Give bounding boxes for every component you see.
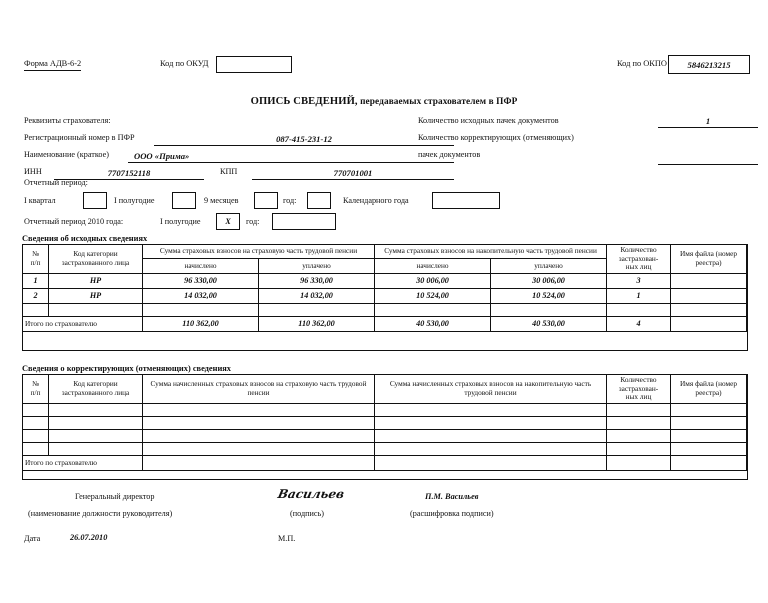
- year-checkbox[interactable]: [307, 192, 331, 209]
- table1-th-funded: Сумма страховых взносов на накопительную часть трудовой пенсии: [375, 245, 607, 259]
- q1-checkbox[interactable]: [83, 192, 107, 209]
- packs-block: [418, 114, 758, 165]
- t2-r3-filename: [671, 442, 747, 455]
- t2-total-funded: [375, 455, 607, 470]
- requisites-caption-row: [24, 114, 454, 131]
- reg-number-value: 087-415-231-12: [276, 134, 332, 144]
- signatory-name: П.М. Васильев: [425, 492, 479, 501]
- table1-th-insurance: Сумма страховых взносов на страховую часть трудовой пенсии: [143, 245, 375, 259]
- requisites-block: [24, 114, 454, 182]
- t2-total-insurance: [143, 455, 375, 470]
- reporting-period-block: [24, 178, 544, 234]
- kpp-label: КПП: [220, 167, 238, 176]
- table1-th-fund-accrued: начислено: [375, 259, 491, 273]
- period-2010-h1-value: X: [225, 217, 231, 226]
- correct-packs-label-1: Количество корректирующих (отменяющих): [418, 133, 574, 142]
- t1-r1-count: 1: [607, 288, 671, 303]
- t1-r2-num: [23, 303, 49, 316]
- t2-r0-funded: [375, 403, 607, 416]
- table1-th-num: № п/п: [23, 245, 49, 274]
- stamp-placeholder: М.П.: [278, 534, 296, 543]
- t2-r0-filename: [671, 403, 747, 416]
- table1-caption: Сведения об исходных сведениях: [22, 234, 148, 243]
- requisites-caption: Реквизиты страхователя:: [24, 116, 111, 125]
- t2-r3-count: [607, 442, 671, 455]
- table-row[interactable]: [23, 303, 747, 316]
- t1-r1-fund-paid: 10 524,00: [491, 288, 607, 303]
- t1-r2-fund-paid: [491, 303, 607, 316]
- t1-r1-fund-accrued: 10 524,00: [375, 288, 491, 303]
- period-row-2: [24, 213, 544, 234]
- t1-r0-count: 3: [607, 273, 671, 288]
- reg-number-row: [24, 131, 454, 148]
- okud-value-box[interactable]: [216, 56, 292, 73]
- form-code-label: Форма АДВ-6-2: [24, 59, 81, 71]
- inn-label: ИНН: [24, 167, 42, 176]
- org-name-row: [24, 148, 454, 165]
- t2-r0-num: [23, 403, 49, 416]
- t2-total-filename: [671, 455, 747, 470]
- correct-packs-row-1: [418, 131, 758, 148]
- table1-th-fund-paid: уплачено: [491, 259, 607, 273]
- table2-header-row: [23, 375, 747, 404]
- reg-number-field[interactable]: [154, 132, 454, 146]
- table2-th-filename: Имя файла (номер реестра): [671, 375, 747, 404]
- date-label: Дата: [24, 534, 41, 543]
- period-2010-year-value: [273, 214, 335, 216]
- t1-r2-fund-accrued: [375, 303, 491, 316]
- t2-r1-funded: [375, 416, 607, 429]
- table-row[interactable]: [23, 429, 747, 442]
- t1-r2-ins-accrued: [143, 303, 259, 316]
- okpo-value: 5846213215: [687, 59, 731, 70]
- m9-label: 9 месяцев: [204, 196, 239, 205]
- table2-th-insurance: Сумма начисленных страховых взносов на страховую часть трудовой пенсии: [143, 375, 375, 404]
- signatory-name-caption: (расшифровка подписи): [410, 509, 494, 518]
- t2-r1-filename: [671, 416, 747, 429]
- t2-r3-num: [23, 442, 49, 455]
- t2-r1-code: [49, 416, 143, 429]
- t1-r1-ins-accrued: 14 032,00: [143, 288, 259, 303]
- top-header: [0, 55, 768, 77]
- table2-th-count: Количество застрахован- ных лиц: [607, 375, 671, 404]
- signature-mark: Васильев: [276, 487, 346, 501]
- calendar-year-label: Календарного года: [343, 196, 409, 205]
- t1-r0-ins-accrued: 96 330,00: [143, 273, 259, 288]
- period-row-1: [24, 192, 544, 213]
- t1-r1-filename: [671, 288, 747, 303]
- t1-r1-ins-paid: 14 032,00: [259, 288, 375, 303]
- source-packs-field[interactable]: [658, 115, 758, 128]
- t2-r1-insurance: [143, 416, 375, 429]
- t2-total-label: Итого по страхователю: [23, 455, 143, 470]
- okud-label: Код по ОКУД: [160, 59, 209, 68]
- t1-r0-code: НР: [49, 273, 143, 288]
- table-row[interactable]: [23, 442, 747, 455]
- t2-r3-funded: [375, 442, 607, 455]
- date-value: 26.07.2010: [70, 533, 108, 542]
- reg-number-label: Регистрационный номер в ПФР: [24, 133, 135, 142]
- table2-th-funded: Сумма начисленных страховых взносов на накопительную часть трудовой пенсии: [375, 375, 607, 404]
- t1-total-fund-accrued: 40 530,00: [375, 316, 491, 331]
- table1-th-ins-paid: уплачено: [259, 259, 375, 273]
- year-label: год:: [283, 196, 297, 205]
- t1-total-filename: [671, 316, 747, 331]
- t2-r2-code: [49, 429, 143, 442]
- t2-r2-count: [607, 429, 671, 442]
- q1-label: I квартал: [24, 196, 56, 205]
- t1-total-ins-accrued: 110 362,00: [143, 316, 259, 331]
- signature-caption: (подпись): [290, 509, 324, 518]
- table1-th-code: Код категории застрахованного лица: [49, 245, 143, 274]
- source-packs-label: Количество исходных пачек документов: [418, 116, 559, 125]
- table2-total-row: [23, 455, 747, 470]
- t2-r0-code: [49, 403, 143, 416]
- t1-r0-fund-paid: 30 006,00: [491, 273, 607, 288]
- t1-total-fund-paid: 40 530,00: [491, 316, 607, 331]
- table2-caption: Сведения о корректирующих (отменяющих) сведениях: [22, 364, 231, 373]
- t2-total-count: [607, 455, 671, 470]
- signature-position: Генеральный директор: [75, 492, 155, 501]
- source-packs-row: [418, 114, 758, 131]
- table-row[interactable]: [23, 288, 747, 303]
- t2-r2-num: [23, 429, 49, 442]
- period-2010-h1-checkbox[interactable]: [216, 213, 240, 230]
- okpo-label: Код по ОКПО: [617, 59, 667, 68]
- source-packs-value: 1: [705, 116, 711, 126]
- table2-th-num: № п/п: [23, 375, 49, 404]
- okpo-value-box[interactable]: [668, 55, 750, 74]
- t2-r1-count: [607, 416, 671, 429]
- table1-th-filename: Имя файла (номер реестра): [671, 245, 747, 274]
- t1-total-count: 4: [607, 316, 671, 331]
- table-row[interactable]: [23, 416, 747, 429]
- period-2010-year-label: год:: [246, 217, 260, 226]
- correct-packs-field[interactable]: [658, 152, 758, 165]
- correct-packs-label-2: пачек документов: [418, 150, 481, 159]
- t2-r1-num: [23, 416, 49, 429]
- table2-th-code: Код категории застрахованного лица: [49, 375, 143, 404]
- calendar-year-value: [433, 193, 499, 195]
- table1-total-row: [23, 316, 747, 331]
- period-2010-h1-label: I полугодие: [160, 217, 201, 226]
- org-name-field[interactable]: [128, 149, 454, 163]
- correct-packs-row-2: [418, 148, 758, 165]
- period-caption-row: [24, 178, 544, 192]
- signature-position-caption: (наименование должности руководителя): [28, 509, 173, 518]
- page-title-main: ОПИСЬ СВЕДЕНИЙ,: [250, 96, 358, 107]
- table2: [22, 374, 747, 471]
- calendar-year-box[interactable]: [432, 192, 500, 209]
- page-title: [0, 96, 768, 107]
- t1-total-ins-paid: 110 362,00: [259, 316, 375, 331]
- t2-r0-insurance: [143, 403, 375, 416]
- period-2010-year-box[interactable]: [272, 213, 336, 230]
- t1-r0-ins-paid: 96 330,00: [259, 273, 375, 288]
- table1-th-count: Количество застрахован- ных лиц: [607, 245, 671, 274]
- t2-r2-insurance: [143, 429, 375, 442]
- page-title-rest: передаваемых страхователем в ПФР: [357, 97, 518, 107]
- table1: [22, 244, 747, 332]
- t1-r2-ins-paid: [259, 303, 375, 316]
- m9-checkbox[interactable]: [254, 192, 278, 209]
- table-row[interactable]: [23, 273, 747, 288]
- t1-total-label: Итого по страхователю: [23, 316, 143, 331]
- period-2010-label: Отчетный период 2010 года:: [24, 217, 124, 226]
- org-name-label: Наименование (краткое): [24, 150, 109, 159]
- t1-r0-num: 1: [23, 273, 49, 288]
- org-name-value: ООО «Прима»: [134, 151, 190, 161]
- t1-r1-code: НР: [49, 288, 143, 303]
- table-row[interactable]: [23, 403, 747, 416]
- t2-r2-funded: [375, 429, 607, 442]
- t2-r2-filename: [671, 429, 747, 442]
- h1-label: I полугодие: [114, 196, 155, 205]
- t1-r2-code: [49, 303, 143, 316]
- t1-r0-filename: [671, 273, 747, 288]
- t2-r0-count: [607, 403, 671, 416]
- t1-r1-num: 2: [23, 288, 49, 303]
- table1-header-row-1: [23, 245, 747, 259]
- t1-r0-fund-accrued: 30 006,00: [375, 273, 491, 288]
- t1-r2-filename: [671, 303, 747, 316]
- t1-r2-count: [607, 303, 671, 316]
- inn-value: 7707152118: [107, 168, 151, 178]
- t2-r3-insurance: [143, 442, 375, 455]
- table1-th-ins-accrued: начислено: [143, 259, 259, 273]
- period-caption: Отчетный период:: [24, 178, 88, 187]
- t2-r3-code: [49, 442, 143, 455]
- h1-checkbox[interactable]: [172, 192, 196, 209]
- kpp-value: 770701001: [333, 168, 373, 178]
